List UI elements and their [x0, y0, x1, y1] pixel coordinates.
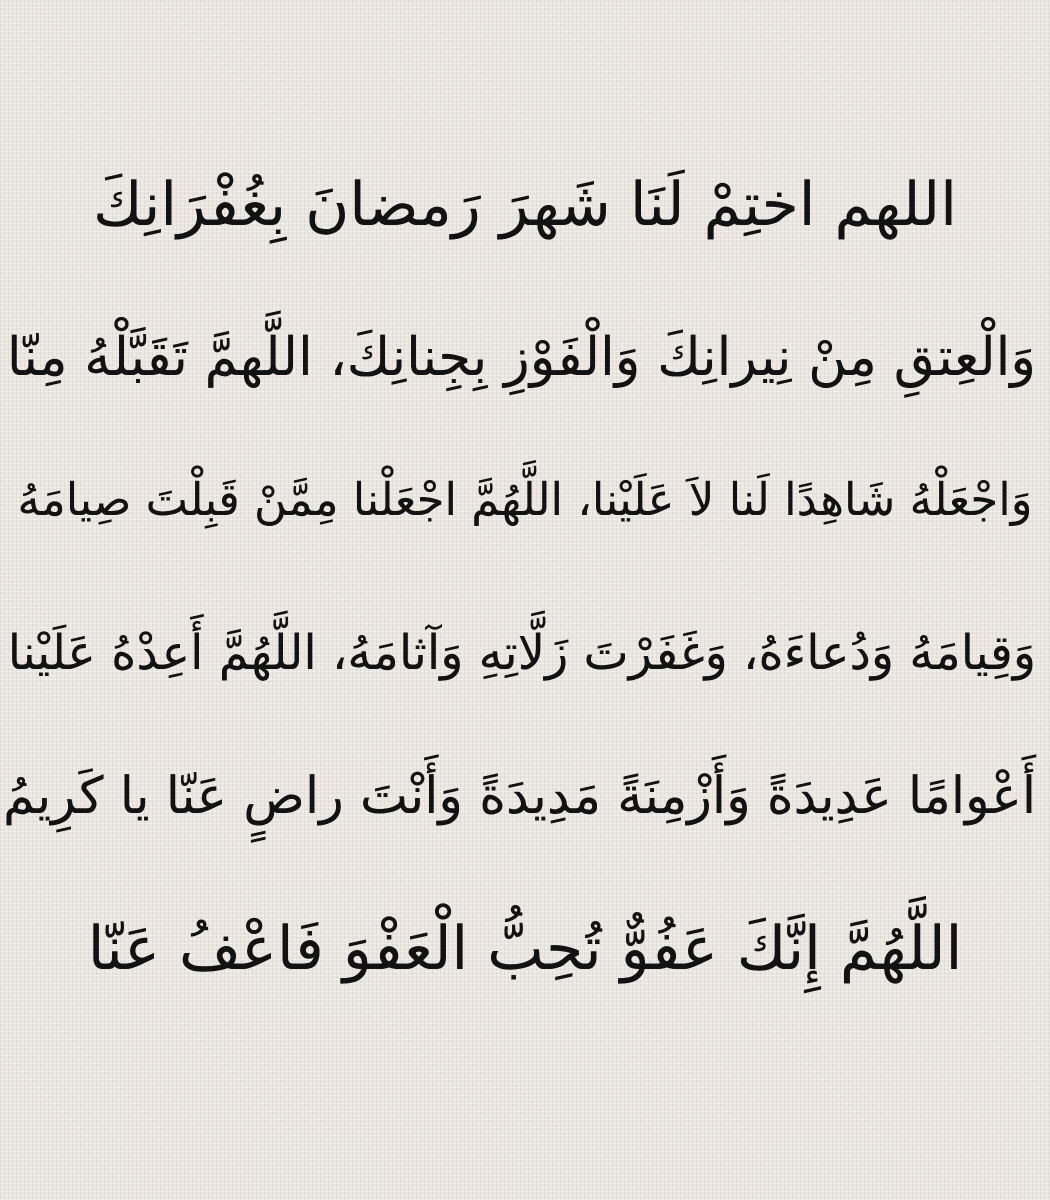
prayer-line-1: اللهم اختِمْ لَنَا شَهرَ رَمضانَ بِغُفْرَانِكَ — [93, 170, 957, 240]
prayer-line-4: وَقِيامَهُ وَدُعاءَهُ، وَغَفَرْتَ زَلَّاتِهِ وَآثامَهُ، اللَّهُمَّ أَعِدْهُ عَلَيْنا — [7, 625, 1036, 681]
prayer-line-6: اللَّهُمَّ إِنَّكَ عَفُوٌّ تُحِبُّ الْعَفْوَ فَاعْفُ عَنّا — [87, 914, 963, 984]
prayer-line-5: أَعْوامًا عَدِيدَةً وَأَزْمِنَةً مَدِيدَةً وَأَنْتَ راضٍ عَنّا يا كَرِيمُ — [3, 767, 1036, 826]
prayer-line-2: وَالْعِتقِ مِنْ نِيرانِكَ وَالْفَوْزِ بِجِنانِكَ، اللَّهمَّ تَقَبَّلْهُ مِنّا — [6, 327, 1036, 388]
prayer-line-3: وَاجْعَلْهُ شَاهِدًا لَنا لاَ عَلَيْنا، اللَّهُمَّ اجْعَلْنا مِمَّنْ قَبِلْتَ صِيامَهُ — [17, 473, 1033, 526]
